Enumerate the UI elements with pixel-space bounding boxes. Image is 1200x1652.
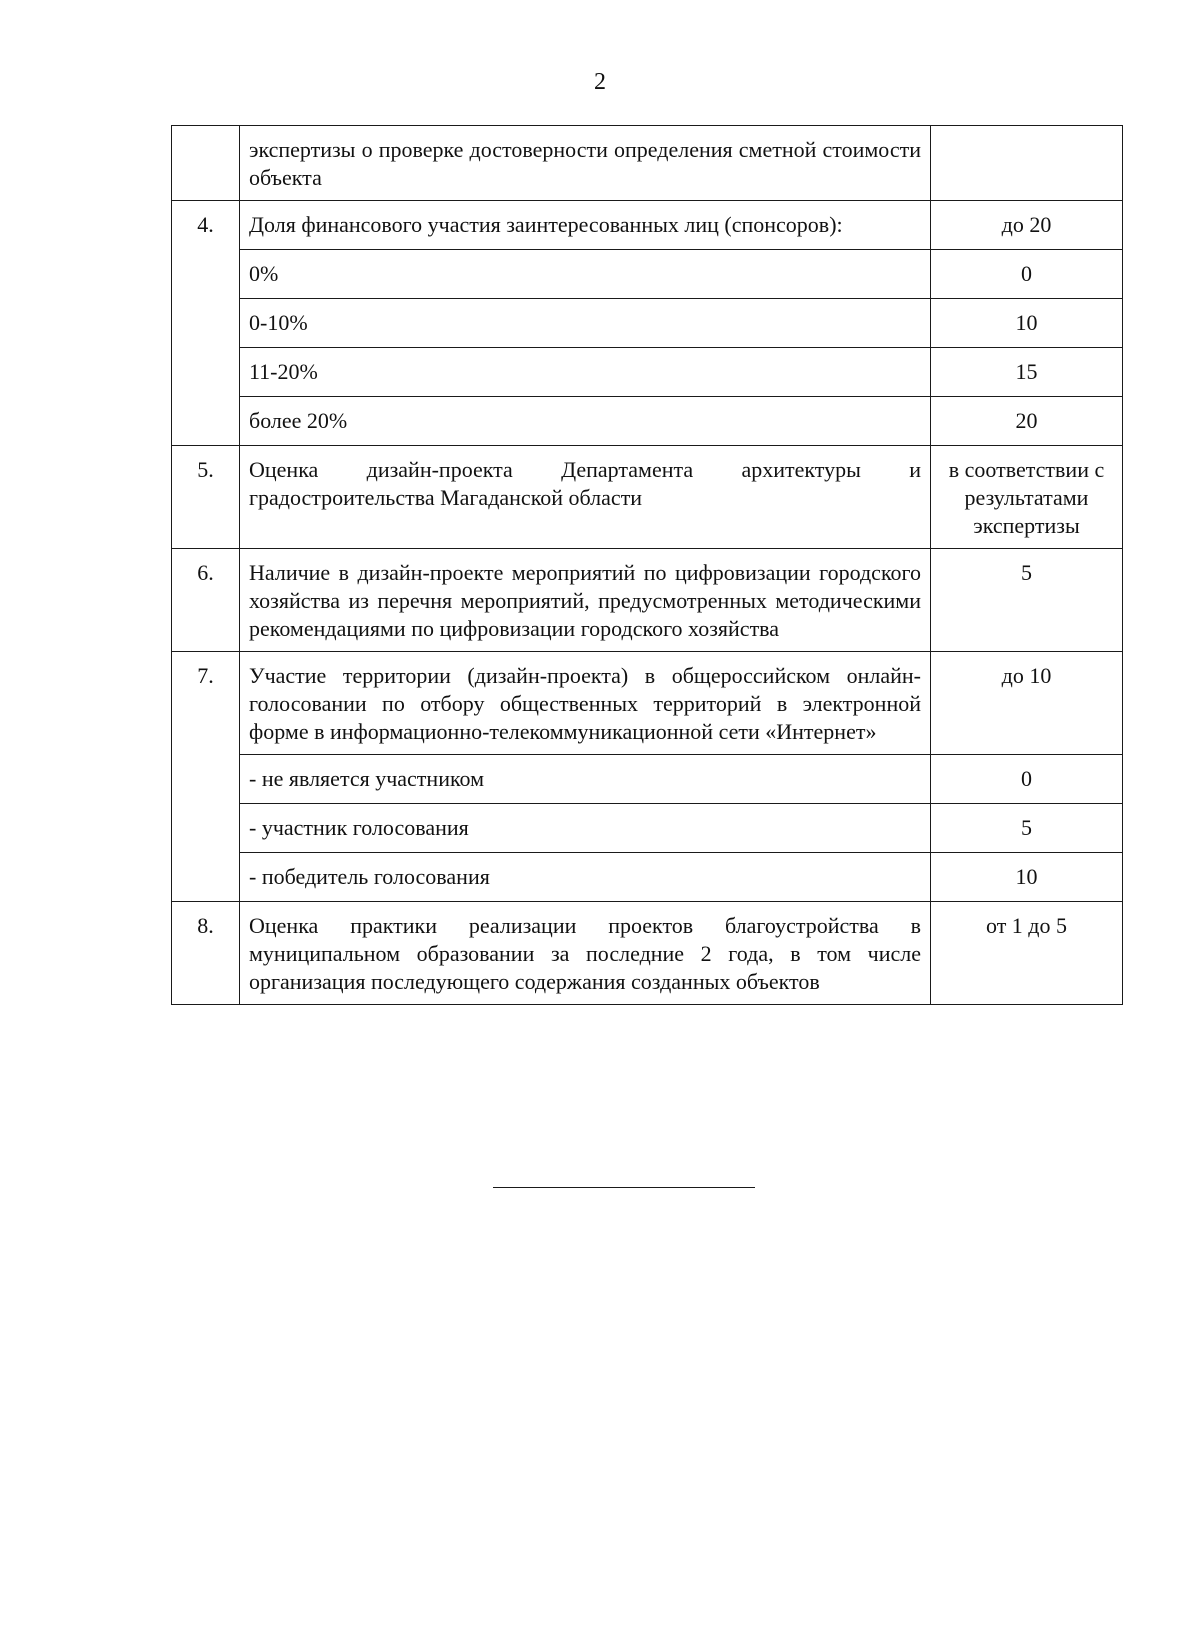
page-number: 2	[594, 69, 606, 95]
criterion-score: 0	[931, 755, 1123, 804]
criterion-description: Оценка дизайн-проекта Департамента архитектуры и градостроительства Магаданской области	[240, 446, 931, 549]
criterion-score: 15	[931, 348, 1123, 397]
criterion-score: 5	[931, 549, 1123, 652]
criteria-table	[171, 125, 1123, 1005]
criterion-score: в соответствии с результатами экспертизы	[931, 446, 1123, 549]
criterion-score: до 10	[931, 652, 1123, 755]
criterion-description: - победитель голосования	[240, 853, 931, 902]
row-number: 7.	[172, 652, 240, 902]
row-number: 6.	[172, 549, 240, 652]
criterion-description: 0%	[240, 250, 931, 299]
criterion-description: Наличие в дизайн-проекте мероприятий по цифровизации городского хозяйства из перечня мероприятий, предусмотренных методическими рекомендациями по цифровизации городского хозяйства	[240, 549, 931, 652]
row-number: 4.	[172, 201, 240, 446]
criterion-description: 11-20%	[240, 348, 931, 397]
criterion-description: Доля финансового участия заинтересованных лиц (спонсоров):	[240, 201, 931, 250]
table-row	[172, 348, 1123, 397]
criterion-description: Участие территории (дизайн-проекта) в общероссийском онлайн-голосовании по отбору общественных территорий в электронной форме в информационно-телекоммуникационной сети «Интернет»	[240, 652, 931, 755]
criterion-description: - участник голосования	[240, 804, 931, 853]
table-row	[172, 652, 1123, 755]
table-row	[172, 853, 1123, 902]
criterion-score: от 1 до 5	[931, 902, 1123, 1005]
table-row	[172, 446, 1123, 549]
row-number	[172, 126, 240, 201]
table-row	[172, 902, 1123, 1005]
table-row	[172, 201, 1123, 250]
criterion-description: Оценка практики реализации проектов благоустройства в муниципальном образовании за последние 2 года, в том числе организация последующего содержания созданных объектов	[240, 902, 931, 1005]
criterion-description: более 20%	[240, 397, 931, 446]
table-row	[172, 804, 1123, 853]
criterion-score: 5	[931, 804, 1123, 853]
table-row	[172, 397, 1123, 446]
row-number: 5.	[172, 446, 240, 549]
criterion-score: 10	[931, 299, 1123, 348]
table-row	[172, 549, 1123, 652]
criterion-description: - не является участником	[240, 755, 931, 804]
closing-rule	[493, 1187, 755, 1188]
criterion-score: до 20	[931, 201, 1123, 250]
criterion-score: 10	[931, 853, 1123, 902]
table-row	[172, 126, 1123, 201]
row-number: 8.	[172, 902, 240, 1005]
table-row	[172, 755, 1123, 804]
criterion-score: 0	[931, 250, 1123, 299]
criterion-description: экспертизы о проверке достоверности определения сметной стоимости объекта	[240, 126, 931, 201]
table-row	[172, 299, 1123, 348]
criterion-score	[931, 126, 1123, 201]
criterion-score: 20	[931, 397, 1123, 446]
table-row	[172, 250, 1123, 299]
criterion-description: 0-10%	[240, 299, 931, 348]
